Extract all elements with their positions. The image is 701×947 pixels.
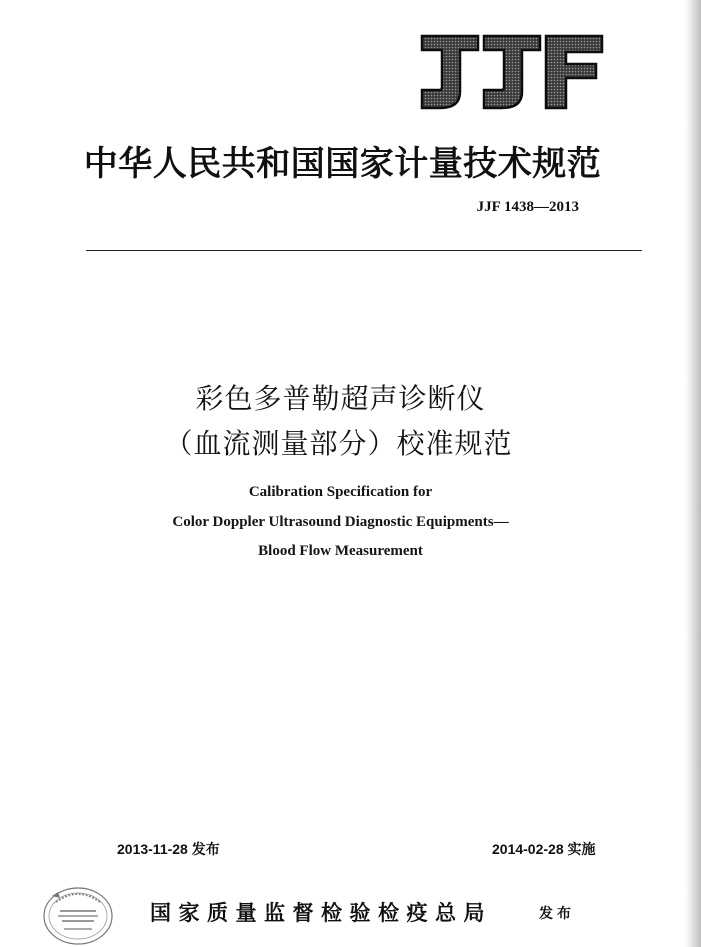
issue-date: 2013-11-28 发布	[117, 841, 220, 857]
effective-date: 2014-02-28 实施	[492, 841, 596, 857]
jjf-logo	[418, 34, 604, 110]
cn-title-line-2: （血流测量部分）校准规范	[164, 427, 513, 460]
en-title-line-3: Blood Flow Measurement	[258, 543, 423, 559]
en-title-line-1: Calibration Specification for	[248, 484, 433, 500]
issuing-authority-suffix: 发布	[539, 906, 575, 922]
distributor-seal-stamp	[38, 880, 118, 946]
cn-title-line-1: 彩色多普勒超声诊断仪	[195, 382, 486, 415]
standard-code: JJF 1438—2013	[476, 199, 579, 215]
en-title-line-2: Color Doppler Ultrasound Diagnostic Equipments—	[172, 514, 509, 530]
header-divider	[86, 250, 642, 251]
issuing-authority: 国家质量监督检验检疫总局	[150, 900, 492, 925]
country-standard-title: 中华人民共和国国家计量技术规范	[83, 144, 602, 184]
